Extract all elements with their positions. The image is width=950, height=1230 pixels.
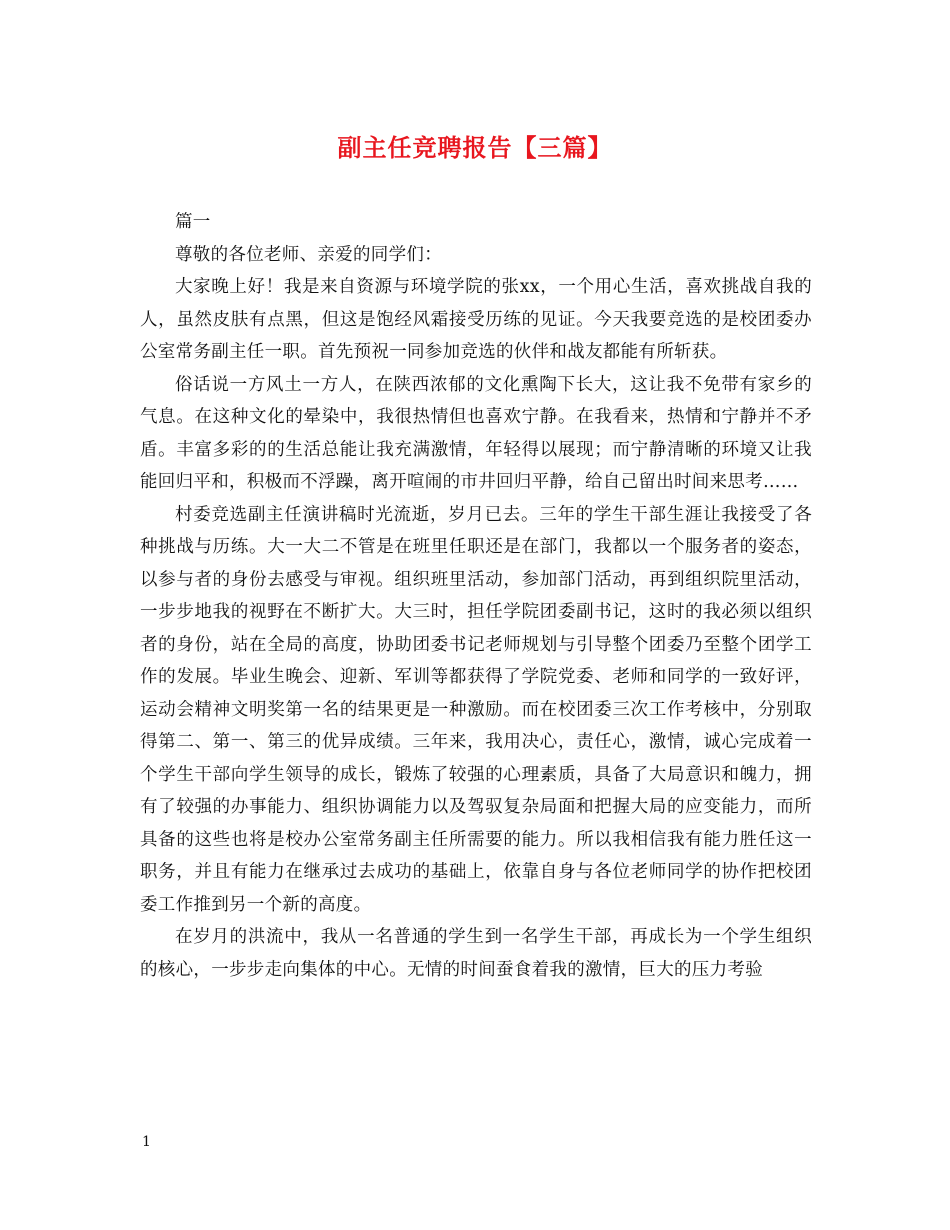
body-paragraph: 大家晚上好！我是来自资源与环境学院的张xx，一个用心生活，喜欢挑战自我的人，虽然皮肤有点黑，但这是饱经风霜接受历练的见证。今天我要竞选的是校团委办公室常务副主任一职。首先预祝一同参加竞选的伙伴和战友都能有所斩获。 bbox=[140, 277, 812, 362]
body-paragraph: 在岁月的洪流中，我从一名普通的学生到一名学生干部，再成长为一个学生组织的核心，一步步走向集体的中心。无情的时间蚕食着我的激情，巨大的压力考验 bbox=[140, 927, 812, 980]
document-body bbox=[140, 206, 812, 986]
document-title: 副主任竞聘报告【三篇】 bbox=[337, 133, 613, 162]
section-heading: 篇一 bbox=[175, 212, 211, 232]
salutation: 尊敬的各位老师、亲爱的同学们： bbox=[175, 244, 442, 265]
page-number: 1 bbox=[142, 1134, 151, 1150]
body-paragraph: 俗话说一方风土一方人，在陕西浓郁的文化熏陶下长大，这让我不免带有家乡的气息。在这种文化的晕染中，我很热情但也喜欢宁静。在我看来，热情和宁静并不矛盾。丰富多彩的的生活总能让我充满激情，年轻得以展现；而宁静清晰的环境又让我能回归平和，积极而不浮躁，离开喧闹的市井回归平静，给自己留出时间来思考…… bbox=[140, 374, 812, 492]
body-paragraph: 村委竞选副主任演讲稿时光流逝，岁月已去。三年的学生干部生涯让我接受了各种挑战与历练。大一大二不管是在班里任职还是在部门，我都以一个服务者的姿态，以参与者的身份去感受与审视。组织班里活动，参加部门活动，再到组织院里活动，一步步地我的视野在不断扩大。大三时，担任学院团委副书记，这时的我必须以组织者的身份，站在全局的高度，协助团委书记老师规划与引导整个团委乃至整个团学工作的发展。毕业生晚会、迎新、军训等都获得了学院党委、老师和同学的一致好评，运动会精神文明奖第一名的结果更是一种激励。而在校团委三次工作考核中，分别取得第二、第一、第三的优异成绩。三年来，我用决心，责任心，激情，诚心完成着一个学生干部向学生领导的成长，锻炼了较强的心理素质，具备了大局意识和魄力，拥有了较强的办事能力、组织协调能力以及驾驭复杂局面和把握大局的应变能力，而所具备的这些也将是校办公室常务副主任所需要的能力。所以我相信我有能力胜任这一职务，并且有能力在继承过去成功的基础上，依靠自身与各位老师同学的协作把校团委工作推到另一个新的高度。 bbox=[140, 504, 812, 915]
